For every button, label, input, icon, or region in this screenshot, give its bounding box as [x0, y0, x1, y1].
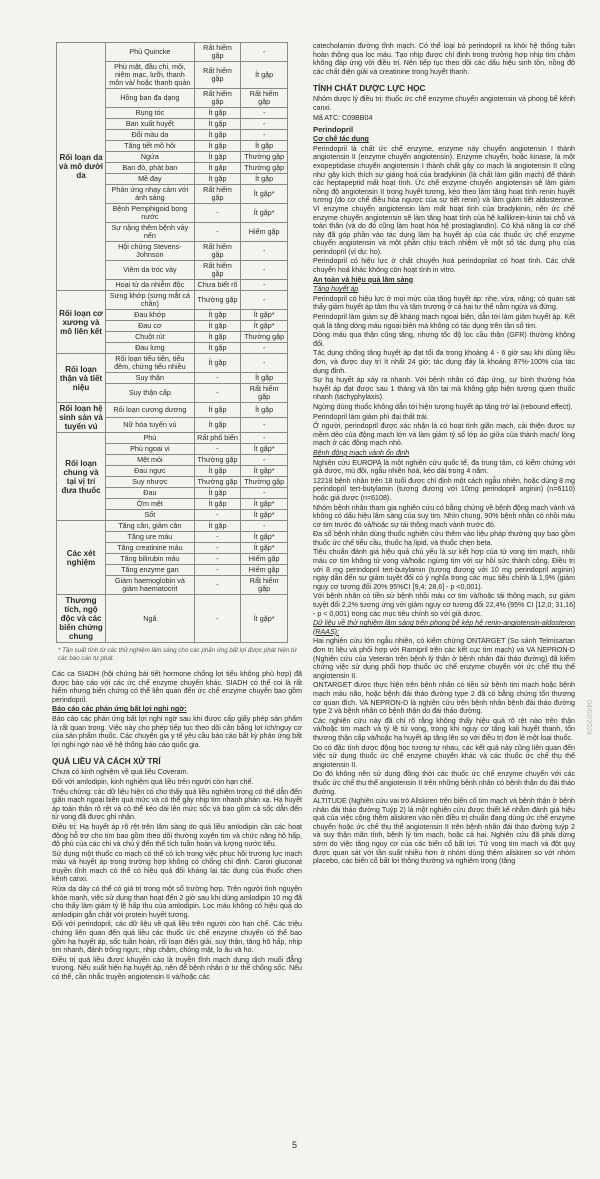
amlodipine-frequency: Rất hiếm gặp	[194, 242, 241, 261]
amlodipine-frequency: Chưa biết rõ	[194, 280, 241, 291]
effect-term: Hoại tử da nhiễm độc	[106, 280, 195, 291]
paragraph: Perindopril có hiệu lực ở chất chuyển hoá perindoprilat có hoạt tính. Các chất chuyển hoá khác không còn hoạt tính in vitro.	[313, 257, 575, 275]
table-row	[57, 354, 288, 373]
paragraph: Nhóm dược lý điều trị: thuốc ức chế enzyme chuyển angiotensin và phong bế kênh canxi.	[313, 95, 575, 112]
group-name: Rối loạn thận và tiết niệu	[57, 354, 106, 403]
effect-term: Rối loạn cương dương	[106, 403, 195, 418]
paragraph: Nhóm bệnh nhân tham gia nghiên cứu có bằng chứng về bệnh động mạch vành và không có dấu hiệu lâm sàng của suy tim. Nhìn chung, 90% bệnh nhân có nhồi máu cơ tim trước đó và/hoặc sự tái thông mạch vành trước đó.	[313, 503, 575, 529]
effect-term: Sự nặng thêm bệnh vảy nến	[106, 223, 195, 242]
paragraph: Perindopril làm giảm sự đề kháng mạch ngoại biên, dẫn tới làm giảm huyết áp. Kết quả là tăng dòng máu ngoại biên mà không có tác dụng trên tần số tim.	[313, 313, 575, 330]
effect-term: Tăng tiết mồ hôi	[106, 141, 195, 152]
perindopril-frequency: Ít gặp*	[241, 543, 288, 554]
perindopril-frequency: Ít gặp*	[241, 310, 288, 321]
page-number: 5	[292, 1140, 298, 1150]
paragraph: Perindopril là chất ức chế enzyme, enzyme này chuyển angiotensin I thành angiotensin II (enzyme chuyển angiotensin). Enzyme chuyển, hoặc kinase, là một exopeptidase chuyển angiotensin I thành chất gây co mạch là angiotensin II cũng như gây kích thích sự giáng hoá của bradykinin (là chất làm giãn mạch) để thành các heptapeptid mất hoạt tính. Ức chế enzyme chuyển angiotensin sẽ làm giảm nồng độ angiotensin II trong huyết tương, kéo theo làm tăng hoạt tính renin huyết tương (do cơ chế điều hòa ngược của sự tiết renin) và làm giảm tiết aldosterone. Vì enzyme chuyển angiotensin làm mất hoạt tính của bradykinin, nên ức chế enzyme chuyển angiotensin sẽ làm tăng hoạt tính của hệ kallikrein-kinin tại chỗ và toàn thân (và do đó cũng làm hoạt hóa hệ prostaglandin). Có khả năng là cơ chế này đã góp phần vào tác dụng làm hạ huyết áp của các thuốc ức chế enzyme chuyển angiotensin và một phần chịu trách nhiệm về một số tác dụng phụ của perindopril (ví dụ: ho).	[313, 144, 575, 256]
effect-term: Chuột rút	[106, 332, 195, 343]
group-name: Thương tích, ngộ độc và các biến chứng chung	[57, 595, 106, 643]
amlodipine-frequency: -	[194, 373, 241, 384]
table-row	[57, 43, 288, 62]
effect-term: Bệnh Pemphigoid bọng nước	[106, 204, 195, 223]
perindopril-frequency: Ít gặp	[241, 62, 288, 89]
paragraph: Đối với perindopril, các dữ liệu về quá liều trên người còn hạn chế. Các triệu chứng liên quan đến quá liều các thuốc ức chế enzyme chuyển có thể bao gồm hạ huyết áp, sốc tuần hoàn, rối loạn điện giải, suy thận, tăng hô hấp, nhịp tim nhanh, đánh trống ngực, nhịp chậm, chóng mặt, lo âu và ho.	[52, 920, 302, 955]
perindopril-frequency: Rất hiếm gặp	[241, 89, 288, 108]
amlodipine-frequency: Ít gặp	[194, 488, 241, 499]
paragraph: Điều trị quá liều được khuyến cáo là truyền tĩnh mạch dung dịch muối đẳng trương. Nếu xuất hiện hạ huyết áp, nên để bệnh nhân ở tư thế chống sốc. Nếu có thể, cần nhắc truyền angiotensin II và/hoặc các	[52, 955, 302, 981]
paragraph: Đa số bệnh nhân dùng thuốc nghiên cứu thêm vào liệu pháp thường quy bao gồm thuốc ức chế tiểu cầu, thuốc hạ lipid, và thuốc chẹn beta.	[313, 530, 575, 547]
effect-term: Suy thận cấp	[106, 384, 195, 403]
underlined-heading: An toàn và hiệu quả lâm sàng	[313, 275, 414, 284]
italic-heading: Dữ liệu về thử nghiệm lâm sàng trên phong bế kép hệ renin-angiotensin-aldosteron (RAAS):	[313, 619, 575, 636]
paragraph: Tiêu chuẩn đánh giá hiệu quả chủ yếu là sự kết hợp của tử vong tim mạch, nhồi máu cơ tim không tử vong và/hoặc ngừng tim với sự hồi sức thành công. Điều trị với 8 mg perindopril tert-butylamin (tương đương với 10 mg perindopril arginin) ngày dẫn đến sự giảm tuyệt đối có ý nghĩa trong các mục tiêu chính là 1,9% (giảm nguy cơ tương đối 20% 95%CI [9,4; 28,6] - p <0,001).	[313, 548, 575, 591]
amlodipine-frequency: -	[194, 595, 241, 643]
table-row	[57, 433, 288, 444]
italic-heading: Bệnh động mạch vành ổn định	[313, 448, 410, 457]
underlined-heading: Cơ chế tác dụng	[313, 135, 369, 144]
amlodipine-frequency: Ít gặp	[194, 418, 241, 433]
left-text-block	[52, 670, 302, 982]
perindopril-frequency: Ít gặp*	[241, 444, 288, 455]
amlodipine-frequency: Rất hiếm gặp	[194, 261, 241, 280]
table-row	[57, 291, 288, 310]
perindopril-frequency: -	[241, 488, 288, 499]
amlodipine-frequency: Rất hiếm gặp	[194, 62, 241, 89]
paragraph: Mã ATC: C09BB04	[313, 113, 373, 122]
effect-term: Giảm haemoglobin và giảm haematocrit	[106, 576, 195, 595]
amlodipine-frequency: Ít gặp	[194, 152, 241, 163]
paragraph: Tác dụng chống tăng huyết áp đạt tối đa trong khoảng 4 - 6 giờ sau khi dùng liều đơn, và được duy trì ít nhất 24 giờ; tác dụng đáy là khoảng 87%-100% của tác dụng đỉnh.	[313, 349, 575, 375]
effect-term: Mệt mỏi	[106, 455, 195, 466]
effect-term: Suy nhược	[106, 477, 195, 488]
amlodipine-frequency: -	[194, 384, 241, 403]
paragraph: Rửa dạ dày có thể có giá trị trong một số trường hợp. Trên người tình nguyện khỏe mạnh, việc sử dụng than hoạt đến 2 giờ sau khi dùng amlodipin 10 mg đã cho thấy làm giảm tỷ lệ hấp thu của amlodipin. Lọc máu không có hiệu quả do amlodipin gắn chặt với protein huyết tương.	[52, 885, 302, 919]
effect-term: Ban đỏ, phát ban	[106, 163, 195, 174]
section-heading: QUÁ LIỀU VÀ CÁCH XỬ TRÍ	[52, 757, 161, 767]
paragraph: Đối với amlodipin, kinh nghiệm quá liều trên người còn hạn chế.	[52, 777, 254, 786]
paragraph: Ở người, perindopril được xác nhận là có hoạt tính giãn mạch, cải thiện được sự mềm dẻo của động mạch lớn và làm giảm tỷ số lớp áo giữa của thành mạch/ lòng mạch ở các động mạch nhỏ.	[313, 422, 575, 448]
perindopril-frequency: -	[241, 119, 288, 130]
effect-term: Rụng tóc	[106, 108, 195, 119]
group-name: Rối loạn da và mô dưới da	[57, 43, 106, 291]
effect-term: Đau cơ	[106, 321, 195, 332]
amlodipine-frequency: Rất hiếm gặp	[194, 185, 241, 204]
perindopril-frequency: -	[241, 261, 288, 280]
amlodipine-frequency: Ít gặp	[194, 163, 241, 174]
effect-term: Phù	[106, 433, 195, 444]
effect-term: Phù Quincke	[106, 43, 195, 62]
right-column	[313, 42, 575, 867]
perindopril-frequency: Thường gặp	[241, 332, 288, 343]
amlodipine-frequency: Rất hiếm gặp	[194, 89, 241, 108]
perindopril-frequency: Ít gặp*	[241, 595, 288, 643]
perindopril-frequency: Hiếm gặp	[241, 223, 288, 242]
effect-term: Ban xuất huyết	[106, 119, 195, 130]
sidebar-text: 04/02/2024	[585, 700, 592, 736]
amlodipine-frequency: Ít gặp	[194, 521, 241, 532]
perindopril-frequency: Ít gặp	[241, 403, 288, 418]
perindopril-frequency: Rất hiếm gặp	[241, 384, 288, 403]
effect-term: Tăng enzyme gan	[106, 565, 195, 576]
perindopril-frequency: Ít gặp*	[241, 466, 288, 477]
effect-term: Suy thận	[106, 373, 195, 384]
perindopril-frequency: Ít gặp	[241, 373, 288, 384]
amlodipine-frequency: Rất phổ biến	[194, 433, 241, 444]
amlodipine-frequency: Ít gặp	[194, 130, 241, 141]
perindopril-frequency: Ít gặp	[241, 174, 288, 185]
adverse-effects-table	[56, 42, 288, 643]
effect-term: Đau lưng	[106, 343, 195, 354]
paragraph: Nghiên cứu EUROPA là một nghiên cứu quốc tế, đa trung tâm, có kiểm chứng với giả dược, mù đôi, ngẫu nhiên hoá, kéo dài trong 4 năm.	[313, 458, 575, 476]
perindopril-frequency: Rất hiếm gặp	[241, 576, 288, 595]
amlodipine-frequency: Rất hiếm gặp	[194, 43, 241, 62]
amlodipine-frequency: -	[194, 204, 241, 223]
paragraph: Dòng máu qua thận cũng tăng, nhưng tốc độ lọc cầu thận (GFR) thường không đổi.	[313, 331, 575, 348]
paragraph: Các nghiên cứu này đã chỉ rõ rằng không thấy hiệu quả rõ rệt nào trên thận và/hoặc tim mạch và tỷ lệ tử vong, trong khi nguy cơ tăng kali huyết thanh, tổn thương thận cấp và/hoặc hạ huyết áp tăng lên so với điều trị đơn lẻ một loại thuốc.	[313, 716, 575, 742]
paragraph: Sự hạ huyết áp xảy ra nhanh. Với bệnh nhân có đáp ứng, sự bình thường hóa huyết áp đạt được sau 1 tháng và tồn tại mà không gặp hiện tượng quen thuốc nhanh (tachyphylaxis).	[313, 376, 575, 402]
paragraph: 12218 bệnh nhân trên 18 tuổi được chỉ định một cách ngẫu nhiên, hoặc dùng 8 mg perindopril tert-butylamin (tương đương với 10mg perindopril arginin) (n=6110) hoặc giả dược (n=6108).	[313, 476, 575, 502]
effect-term: Ngã	[106, 595, 195, 643]
effect-term: Phù ngoại vi	[106, 444, 195, 455]
amlodipine-frequency: Ít gặp	[194, 332, 241, 343]
amlodipine-frequency: -	[194, 444, 241, 455]
amlodipine-frequency: Ít gặp	[194, 108, 241, 119]
effect-term: Ớm mệt	[106, 499, 195, 510]
amlodipine-frequency: Ít gặp	[194, 343, 241, 354]
perindopril-frequency: -	[241, 108, 288, 119]
left-column	[52, 42, 302, 983]
perindopril-frequency: Ít gặp*	[241, 510, 288, 521]
table-row	[57, 403, 288, 418]
effect-term: Hội chứng Stevens-Johnson	[106, 242, 195, 261]
section-heading: TÍNH CHẤT DƯỢC LỰC HỌC	[313, 84, 426, 94]
perindopril-frequency: Ít gặp*	[241, 204, 288, 223]
perindopril-frequency: -	[241, 291, 288, 310]
effect-term: Tăng cân, giảm cân	[106, 521, 195, 532]
paragraph: Các ca SIADH (hội chứng bài tiết hormone chống lợi tiểu không phù hợp) đã được báo cáo với các ức chế enzyme chuyển khác. SIADH có thể coi là rất hiếm nhưng biến chứng có thể liên quan đến ức chế enzyme chuyển bao gồm perindopril.	[52, 670, 302, 704]
subsection-heading: Perindopril	[313, 125, 354, 135]
effect-term: Đổi màu da	[106, 130, 195, 141]
perindopril-frequency: Hiếm gặp	[241, 565, 288, 576]
amlodipine-frequency: Ít gặp	[194, 310, 241, 321]
amlodipine-frequency: -	[194, 576, 241, 595]
paragraph: Do đó không nên sử dụng đồng thời các thuốc ức chế enzyme chuyển với các thuốc ức chế thụ thể angiotensin II trên những bệnh nhân có bệnh thận do đái tháo đường.	[313, 770, 575, 796]
perindopril-frequency: -	[241, 242, 288, 261]
perindopril-frequency: -	[241, 433, 288, 444]
paragraph: catecholamin đường tĩnh mạch. Có thể loại bỏ perindopril ra khỏi hệ thống tuần hoàn thông qua lọc máu. Tạo nhịp được chỉ định trong trường hợp nhịp tim chậm không đáp ứng với điều trị. Nên tiếp tục theo dõi các dấu hiệu sinh tồn, nồng độ các chất điện giải và creatinine trong huyết thanh.	[313, 42, 575, 76]
amlodipine-frequency: -	[194, 510, 241, 521]
amlodipine-frequency: -	[194, 554, 241, 565]
amlodipine-frequency: Ít gặp	[194, 466, 241, 477]
effect-term: Viêm da tróc vảy	[106, 261, 195, 280]
paragraph: Perindopril có hiệu lực ở mọi mức của tăng huyết áp: nhẹ, vừa, nặng; có quan sát thấy giảm huyết áp tâm thu và tâm trương ở cả hai tư thế nằm ngửa và đứng.	[313, 294, 575, 312]
perindopril-frequency: -	[241, 354, 288, 373]
paragraph: Với bệnh nhân có tiền sử bệnh nhồi máu cơ tim và/hoặc tái thông mạch, sự giảm tuyệt đối 2,2% tương ứng với giảm nguy cơ tương đối 22,4% (95% CI [12,0; 31,16] - p < 0,001) trong các mục tiêu chính so với giả dược.	[313, 592, 575, 618]
effect-term: Đau khớp	[106, 310, 195, 321]
amlodipine-frequency: Thường gặp	[194, 291, 241, 310]
amlodipine-frequency: Ít gặp	[194, 119, 241, 130]
perindopril-frequency: Ít gặp*	[241, 532, 288, 543]
amlodipine-frequency: Ít gặp	[194, 174, 241, 185]
perindopril-frequency: -	[241, 43, 288, 62]
perindopril-frequency: Hiếm gặp	[241, 554, 288, 565]
perindopril-frequency: Ít gặp*	[241, 321, 288, 332]
paragraph: Do có đặc tính dược động học tương tự nhau, các kết quả này cũng liên quan đến việc sử dụng thuốc ức chế enzyme chuyển khác và các thuốc ức chế thụ thể angiotensin II.	[313, 743, 575, 769]
table-row	[57, 595, 288, 643]
group-name: Rối loạn cơ xương và mô liên kết	[57, 291, 106, 354]
effect-term: Nữ hóa tuyến vú	[106, 418, 195, 433]
amlodipine-frequency: Ít gặp	[194, 141, 241, 152]
group-name: Các xét nghiệm	[57, 521, 106, 595]
paragraph: Báo cáo các phản ứng bất lợi nghi ngờ sau khi được cấp giấy phép sản phẩm là rất quan trọng. Việc này cho phép tiếp tục theo dõi cân bằng lợi ích/nguy cơ của sản phẩm thuốc. Các chuyên gia y tế yêu cầu báo cáo bất kỳ phản ứng bất lợi nghi ngờ nào về hệ thống báo cáo quốc gia.	[52, 714, 302, 749]
perindopril-frequency: Ít gặp	[241, 141, 288, 152]
perindopril-frequency: Thường gặp	[241, 477, 288, 488]
paragraph: Triệu chứng: các dữ liệu hiện có cho thấy quá liều nghiêm trọng có thể dẫn đến giãn mạch ngoại biên quá mức và có thể gây nhịp tim nhanh phản xạ. Hạ huyết áp toàn thân rõ rệt và có thể kéo dài lên mức sốc và bao gồm cả sốc dẫn đến tử vong đã được ghi nhận.	[52, 787, 302, 822]
effect-term: Đau ngực	[106, 466, 195, 477]
paragraph: Perindopril làm giảm phì đại thất trái.	[313, 412, 429, 421]
right-text-block	[313, 42, 575, 866]
effect-term: Rối loạn tiểu tiện, tiểu đêm, chứng tiểu nhiều	[106, 354, 195, 373]
perindopril-frequency: Ít gặp*	[241, 499, 288, 510]
effect-term: Ngứa	[106, 152, 195, 163]
paragraph: Sử dụng một thuốc co mạch có thể có ích trong việc phục hồi trương lực mạch máu và huyết áp trong trường hợp không có chống chỉ định. Canxi gluconat truyền tĩnh mạch có thể có hiệu quả đối kháng lại tác dụng của thuốc chẹn kênh canxi.	[52, 849, 302, 884]
amlodipine-frequency: Ít gặp	[194, 403, 241, 418]
effect-term: Mề đay	[106, 174, 195, 185]
perindopril-frequency: -	[241, 521, 288, 532]
amlodipine-frequency: Thường gặp	[194, 455, 241, 466]
effect-term: Tăng ure máu	[106, 532, 195, 543]
amlodipine-frequency: Ít gặp	[194, 321, 241, 332]
table-footnote: * Tần suất tính từ các thử nghiệm lâm sàng cho các phản ứng bất lợi được phát hiện từ các báo cáo tự phát.	[58, 647, 297, 662]
amlodipine-frequency: -	[194, 543, 241, 554]
perindopril-frequency: Thường gặp	[241, 163, 288, 174]
perindopril-frequency: -	[241, 130, 288, 141]
amlodipine-frequency: Ít gặp	[194, 499, 241, 510]
paragraph: Hai nghiên cứu lớn ngẫu nhiên, có kiểm chứng ONTARGET (So sánh Telmisartan đơn trị liệu và phối hợp với Ramipril trên các kết cục tim mạch) và VA NEPRON-D (Nghiên cứu của Veteran trên bệnh lý thận ở bệnh nhân đái tháo đường) đã kiểm chứng việc sử dụng phối hợp thuốc ức chế enzyme chuyển với ức chế thụ thể angiotensin II.	[313, 637, 575, 680]
paragraph: Ngừng dùng thuốc không dẫn tới hiện tượng huyết áp tăng trở lại (rebound effect).	[313, 402, 573, 411]
italic-heading: Tăng huyết áp	[313, 285, 359, 294]
paragraph: ALTITUDE (Nghiên cứu vai trò Aliskiren trên biến cố tim mạch và bệnh thận ở bệnh nhân đái tháo đường Tuýp 2) là một nghiên cứu được thiết kế nhằm đánh giá hiệu quả của việc cộng thêm aliskiren vào nền điều trị chuẩn đang dùng ức chế enzyme chuyển hoặc ức chế thụ thể angiotensin II trên bệnh nhân đái tháo đường tuýp 2 và suy thận mãn tính, bệnh lý tim mạch, hoặc cả hai. Nghiên cứu đã phải dừng sớm do việc tăng nguy cơ của các biến cố bất lợi. Tử vong tim mạch và đột quỵ được quan sát với tần suất nhiều hơn ở nhóm dùng thêm aliskiren so với nhóm placebo, các biến cố bất lợi thông thường và nghiêm trọng (tăng	[313, 797, 575, 866]
effect-term: Sốt	[106, 510, 195, 521]
amlodipine-frequency: Ít gặp	[194, 354, 241, 373]
effect-term: Đau	[106, 488, 195, 499]
perindopril-frequency: Thường gặp	[241, 152, 288, 163]
effect-term: Tăng bilirubin máu	[106, 554, 195, 565]
effect-term: Phản ứng nhạy cảm với ánh sáng	[106, 185, 195, 204]
perindopril-frequency: -	[241, 280, 288, 291]
underlined-heading: Báo cáo các phản ứng bất lợi nghi ngờ:	[52, 705, 187, 714]
group-name: Rối loạn hệ sinh sản và tuyến vú	[57, 403, 106, 433]
amlodipine-frequency: -	[194, 223, 241, 242]
effect-term: Sưng khớp (sưng mắt cá chân)	[106, 291, 195, 310]
paragraph: Điều trị: Hạ huyết áp rõ rệt trên lâm sàng do quá liều amlodipin cần các hoạt động hỗ trợ cho tim bao gồm theo dõi thường xuyên tim và chức năng hô hấp, độ phù của các chi và chú ý đến thể tích tuần hoàn và lượng nước tiểu.	[52, 822, 302, 849]
effect-term: Hồng ban đa dạng	[106, 89, 195, 108]
amlodipine-frequency: Thường gặp	[194, 477, 241, 488]
table-row	[57, 521, 288, 532]
group-name: Rối loạn chung và tại vị trí đưa thuốc	[57, 433, 106, 521]
paragraph: Chưa có kinh nghiệm về quá liều Coveram.	[52, 768, 189, 777]
effect-term: Tăng creatinine máu	[106, 543, 195, 554]
effect-term: Phù mặt, đầu chi, môi, niêm mạc, lưỡi, thanh môn và/ hoặc thanh quản	[106, 62, 195, 89]
paragraph: ONTARGET được thực hiện trên bệnh nhân có tiền sử bệnh tim mạch hoặc bệnh mạch máu não, hoặc bệnh đái tháo đường type 2 đã có bằng chứng tổn thương cơ quan đích. VA NEPRON-D là nghiên cứu trên bệnh nhân bệnh đái tháo đường type 2 và bệnh nhân có bệnh thận do đái tháo đường.	[313, 681, 575, 716]
amlodipine-frequency: -	[194, 565, 241, 576]
amlodipine-frequency: -	[194, 532, 241, 543]
perindopril-frequency: -	[241, 343, 288, 354]
perindopril-frequency: Ít gặp*	[241, 185, 288, 204]
perindopril-frequency: -	[241, 455, 288, 466]
perindopril-frequency: -	[241, 418, 288, 433]
